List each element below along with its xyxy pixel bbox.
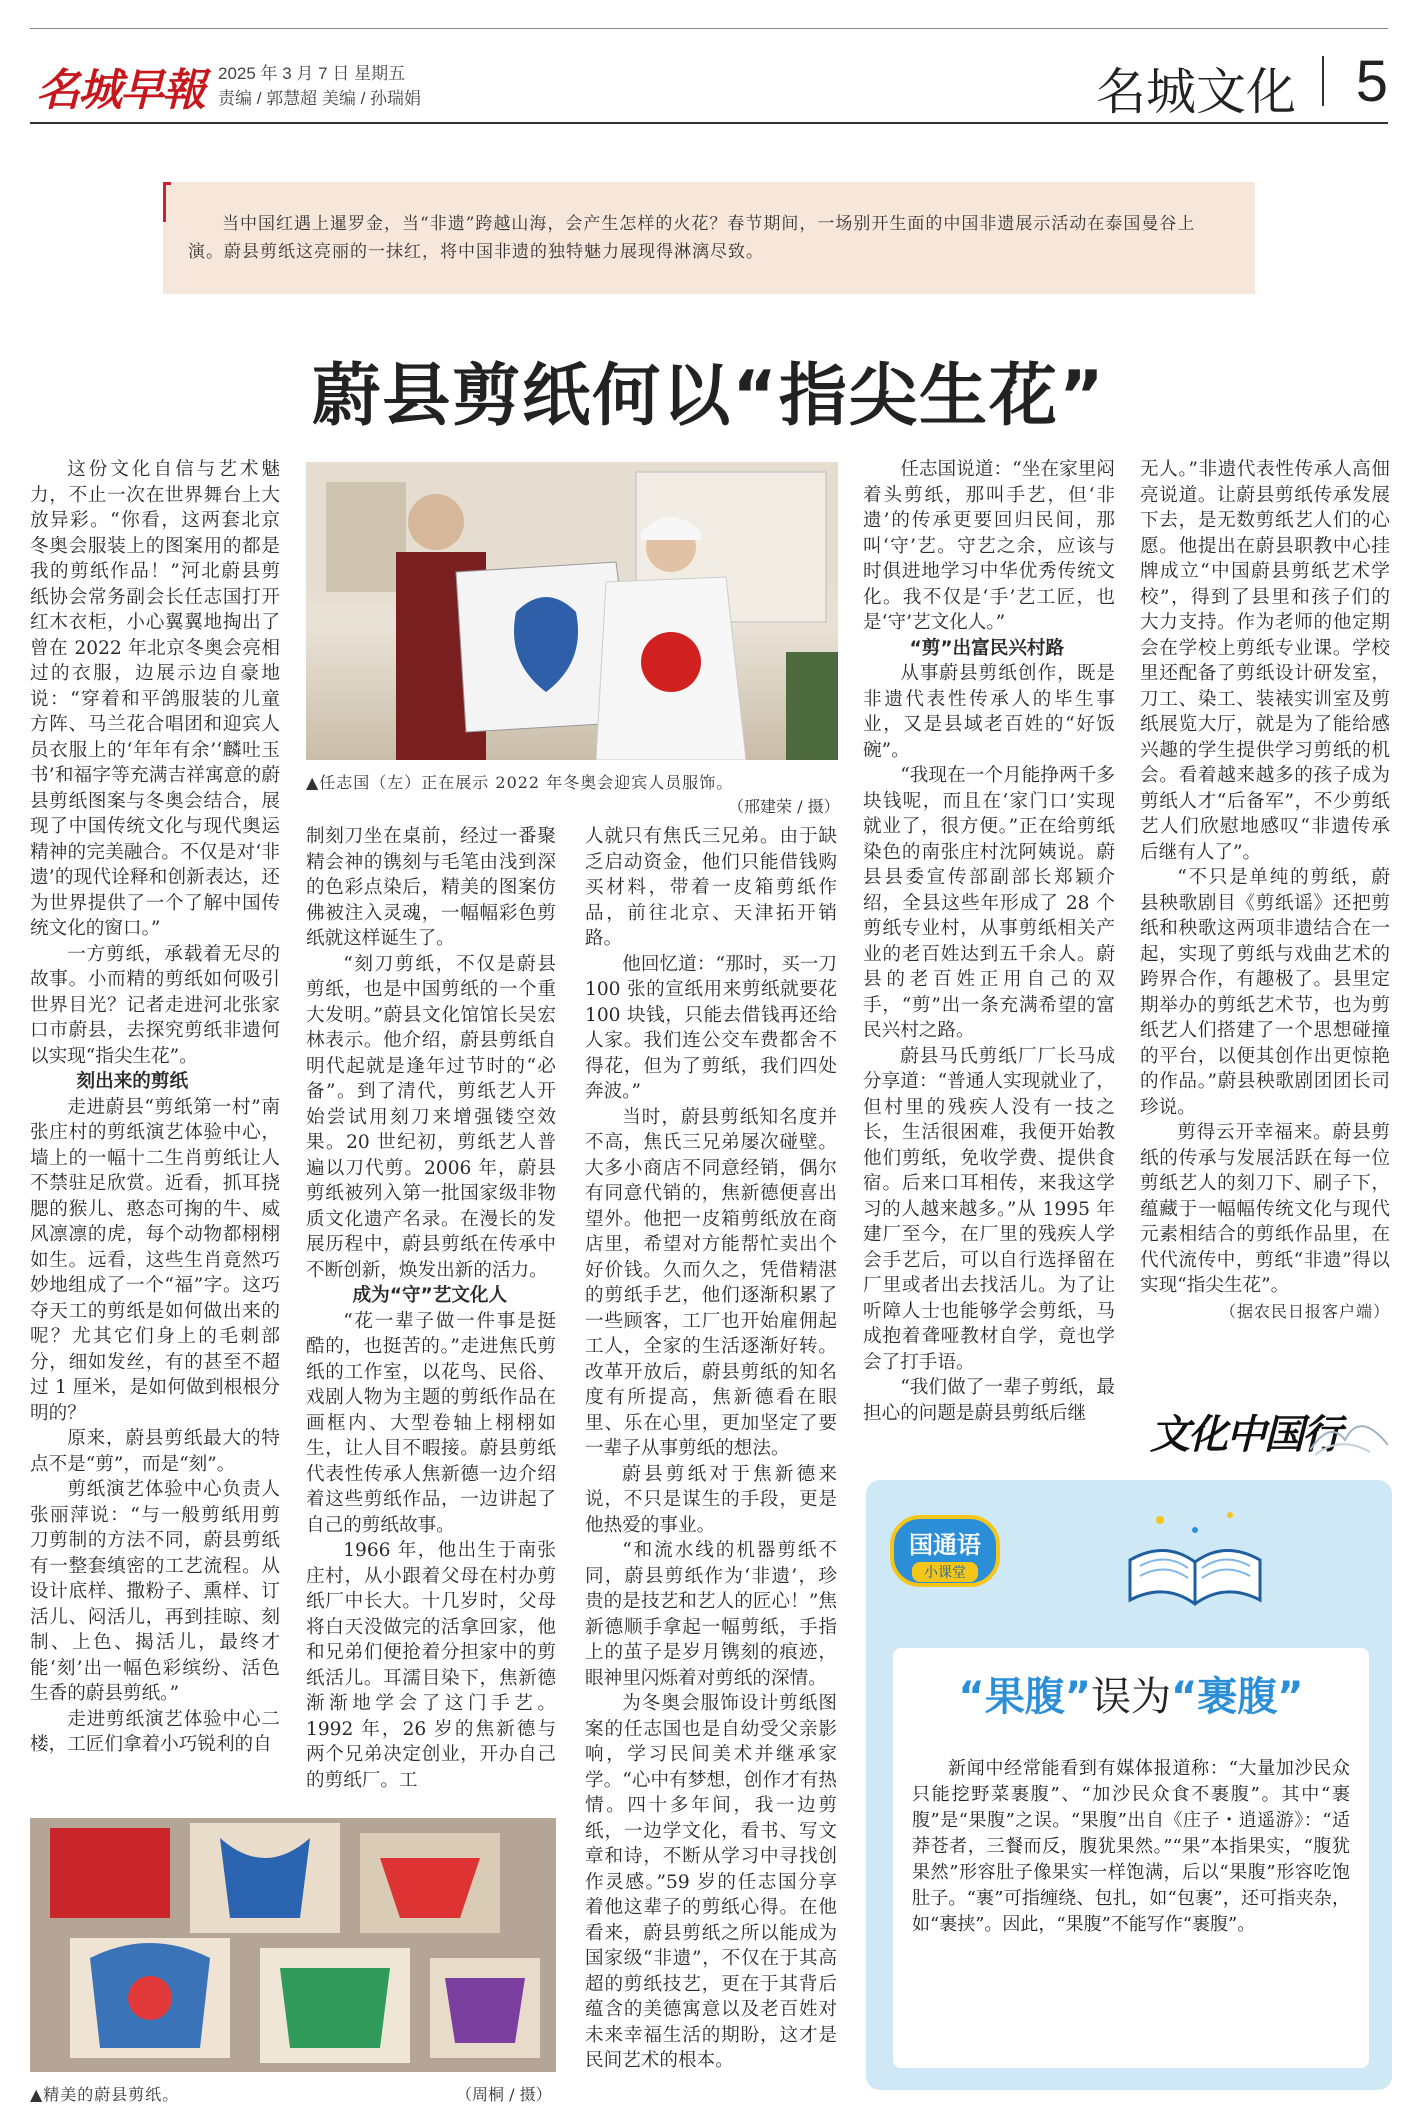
paragraph: 从事蔚县剪纸创作，既是非遗代表性传承人的毕生事业，又是县域老百姓的“好饭碗”。 <box>863 663 1115 761</box>
paragraph: 一方剪纸，承载着无尽的故事。小而精的剪纸如何吸引世界目光？记者走进河北张家口市蔚县，去探究剪纸非遗何以实现“指尖生花”。 <box>30 943 280 1067</box>
title-connector: 误为 <box>1091 1674 1171 1720</box>
language-class-badge <box>890 1515 1000 1587</box>
title-correct-term: “果腹” <box>958 1674 1091 1720</box>
paragraph: “花一辈子做一件事是挺酷的，也挺苦的。”走进焦氏剪纸的工作室，以花鸟、民俗、戏剧人物为主题的剪纸作品在画框内、大型卷轴上栩栩如生，让人目不暇接。蔚县剪纸代表性传承人焦新德一边介绍着这些剪纸作品，一边讲起了自己的剪纸故事。 <box>306 1310 556 1536</box>
paragraph: 他回忆道：“那时，买一刀 100 张的宣纸用来剪纸就要花 100 块钱，只能去借钱再还给人家。我们连公交车费都舍不得花，但为了剪纸，我们四处奔波。” <box>585 953 837 1102</box>
photo-bottom-credit: （周桐 / 摄） <box>456 2085 552 2104</box>
paragraph: 任志国说道：“坐在家里闷着头剪纸，那叫手艺，但‘非遗’的传承更要回归民间，那叫‘守’艺。守艺之余，应该与时俱进地学习中华优秀传统文化。我不仅是‘手’艺工匠，也是‘守’艺文化人。” <box>863 459 1115 633</box>
subheading: 成为“守”艺文化人 <box>352 1285 508 1306</box>
paragraph: 剪纸演艺体验中心负责人张丽萍说：“与一般剪纸用剪刀剪制的方法不同，蔚县剪纸有一整套缜密的工艺流程。从设计底样、撒粉子、熏样、订活儿、闷活儿，再到挂晾、刻制、上色、揭活儿，最终才能‘刻’出一幅色彩缤纷、活色生香的蔚县剪纸。” <box>30 1479 280 1704</box>
headline: 蔚县剪纸何以“指尖生花” <box>312 357 1106 436</box>
article-column-4 <box>863 457 1115 1426</box>
paragraph: 走进蔚县“剪纸第一村”南张庄村的剪纸演艺体验中心，墙上的一幅十二生肖剪纸让人不禁驻足欣赏。近看，抓耳挠腮的猴儿、憨态可掬的牛、威风凛凛的虎，每个动物都栩栩如生。远看，这些生肖竟然巧妙地组成了一个“福”字。这巧夺天工的剪纸是如何做出来的呢？尤其它们身上的毛刺部分，细如发丝，有的甚至不超过 1 厘米，是如何做到根根分明的？ <box>30 1096 280 1424</box>
mountain-decor-icon <box>1310 1400 1388 1460</box>
photo-top-credit: （邢建荣 / 摄） <box>728 797 840 816</box>
culture-china-tour-logo: 文化中国行 <box>1150 1411 1340 1458</box>
subheading: 刻出来的剪纸 <box>76 1071 189 1092</box>
paragraph: 走进剪纸演艺体验中心二楼，工匠们拿着小巧锐利的自 <box>30 1708 280 1755</box>
paragraph: “不只是单纯的剪纸，蔚县秧歌剧目《剪纸谣》还把剪纸和秧歌这两项非遗结合在一起，实现了剪纸与戏曲艺术的跨界合作，有趣极了。县里定期举办的剪纸艺术节，也为剪纸艺人们搭建了一个思想碰撞的平台，以便其创作出更惊艳的作品。”蔚县秧歌剧团团长司珍说。 <box>1140 867 1390 1118</box>
source-note: （据农民日报客户端） <box>1219 1301 1390 1321</box>
top-rule <box>30 28 1388 29</box>
article-column-2 <box>306 824 556 1793</box>
paragraph: “我们做了一辈子剪纸，最担心的问题是蔚县剪纸后继 <box>863 1377 1115 1424</box>
paragraph: 原来，蔚县剪纸最大的特点不是“剪”，而是“刻”。 <box>30 1428 280 1475</box>
intro-box <box>163 182 1255 294</box>
badge-subtitle: 小课堂 <box>912 1562 978 1582</box>
photo-top-caption: ▲任志国（左）正在展示 2022 年冬奥会迎宾人员服饰。 <box>306 773 734 792</box>
paragraph: “刻刀剪纸，不仅是蔚县剪纸，也是中国剪纸的一个重大发明。”蔚县文化馆馆长吴宏林表示。他介绍，蔚县剪纸自明代起就是逢年过节时的“必备”。到了清代，剪纸艺人开始尝试用刻刀来增强镂空效果。20 世纪初，剪纸艺人普遍以刀代剪。2006 年，蔚县剪纸被列入第一批国家级非物质文化遗产名录。在漫长的发展历程中，蔚县剪纸在传承中不断创新，焕发出新的活力。 <box>306 953 556 1281</box>
paragraph: “我现在一个月能挣两千多块钱呢，而且在‘家门口’实现就业了，很方便。”正在给剪纸染色的南张庄村沈阿姨说。蔚县县委宣传部副部长郑颖介绍，全县这些年形成了 28 个剪纸专业村，从事剪纸相关产业的老百姓达到五千余人。蔚县的老百姓正用自己的双手，“剪”出一条充满希望的富民兴村之路。 <box>863 765 1115 1041</box>
language-tips-title <box>893 1665 1369 1722</box>
paragraph: 剪得云开幸福来。蔚县剪纸的传承与发展活跃在每一位剪纸艺人的刻刀下、刷子下，蕴藏于一幅幅传统文化与现代元素相结合的剪纸作品里，在代代流传中，剪纸“非遗”得以实现“指尖生花”。 <box>1140 1122 1390 1296</box>
paragraph: 当时，蔚县剪纸知名度并不高，焦氏三兄弟屡次碰壁。大多小商店不同意经销，偶尔有同意代销的，焦新德便喜出望外。他把一皮箱剪纸放在商店里，希望对方能帮忙卖出个好价钱。久而久之，凭借精湛的剪纸手艺，他们逐渐积累了一些顾客，工厂也开始雇佣起工人，全家的生活逐渐好转。改革开放后，蔚县剪纸的知名度有所提高，焦新德看在眼里、乐在心里，更加坚定了要一辈子从事剪纸的想法。 <box>585 1106 837 1459</box>
article-column-3 <box>585 824 837 2074</box>
badge-title: 国通语 <box>909 1531 981 1559</box>
paper-cut-artworks-illustration <box>30 1818 556 2072</box>
masthead-rule <box>30 122 1388 124</box>
paragraph: 制刻刀坐在桌前，经过一番聚精会神的镌刻与毛笔由浅到深的色彩点染后，精美的图案仿佛被注入灵魂，一幅幅彩色剪纸就这样诞生了。 <box>306 826 556 949</box>
paragraph: 1966 年，他出生于南张庄村，从小跟着父母在村办剪纸厂中长大。十几岁时，父母将白天没做完的活拿回家，他和兄弟们便抢着分担家中的剪纸活儿。耳濡目染下，焦新德渐渐地学会了这门手艺。1992 年，26 岁的焦新德与两个兄弟决定创业，开办自己的剪纸厂。工 <box>306 1540 556 1791</box>
issue-date: 2025 年 3 月 7 日 星期五 <box>218 64 406 83</box>
intro-text: 当中国红遇上暹罗金，当“非遗”跨越山海，会产生怎样的火花？春节期间，一场别开生面的中国非遗展示活动在泰国曼谷上演。蔚县剪纸这亮丽的一抹红，将中国非遗的独特魅力展现得淋漓尽致。 <box>188 214 1196 262</box>
intro-bracket-decor <box>163 182 171 222</box>
photo-ren-zhiguo <box>306 462 838 760</box>
section-divider <box>1322 56 1324 106</box>
photo-bottom-caption: ▲精美的蔚县剪纸。 <box>30 2085 180 2104</box>
editor-credits: 责编 / 郭慧超 美编 / 孙瑞娟 <box>218 89 422 108</box>
paragraph: 蔚县马氏剪纸厂厂长马成分享道：“普通人实现就业了，但村里的残疾人没有一技之长，生活很困难，我便开始教他们剪纸，免收学费、提供食宿。后来口耳相传，来我这学习的人越来越多。”从 1995 年建厂至今，在厂里的残疾人学会手艺后，可以自行选择留在厂里或者出去找活儿。为了让听障人士也能够学会剪纸，马成抱着聋哑教材自学，竟也学会了打手语。 <box>863 1045 1115 1373</box>
section-title: 名城文化 <box>1096 64 1296 120</box>
paragraph: 这份文化自信与艺术魅力，不止一次在世界舞台上大放异彩。“你看，这两套北京冬奥会服装上的图案用的都是我的剪纸作品！”河北蔚县剪纸协会常务副会长任志国打开红木衣柜，小心翼翼地掏出了曾在 2022 年北京冬奥会亮相过的衣服，边展示边自豪地说：“穿着和平鸽服装的儿童方阵、马兰花合唱团和迎宾人员衣服上的‘年年有余’‘麟吐玉书’和福字等充满吉祥寓意的蔚县剪纸图案与冬奥会结合，展现了中国传统文化与现代奥运精神的完美融合。不仅是对‘非遗’的现代诠释和创新表达，还为世界提供了一个了解中国传统文化的窗口。” <box>30 459 280 939</box>
page-number: 5 <box>1355 49 1388 114</box>
paragraph: “和流水线的机器剪纸不同，蔚县剪纸作为‘非遗’，珍贵的是技艺和艺人的匠心！”焦新德顺手拿起一幅剪纸，手指上的茧子是岁月镌刻的痕迹，眼神里闪烁着对剪纸的深情。 <box>585 1540 837 1689</box>
paragraph: 人就只有焦氏三兄弟。由于缺乏启动资金，他们只能借钱购买材料，带着一皮箱剪纸作品，前往北京、天津拓开销路。 <box>585 826 837 949</box>
subheading: “剪”出富民兴村路 <box>909 637 1065 659</box>
paragraph: 无人。”非遗代表性传承人高佃亮说道。让蔚县剪纸传承发展下去，是无数剪纸艺人们的心愿。他提出在蔚县职教中心挂牌成立“中国蔚县剪纸艺术学校”，得到了县里和孩子们的大力支持。作为老师的他定期会在学校上剪纸专业课。学校里还配备了剪纸设计研发室，刀工、染工、装裱实训室及剪纸展览大厅，就是为了能给感兴趣的学生提供学习剪纸的机会。看着越来越多的孩子成为剪纸人才“后备军”，不少剪纸艺人们欣慰地感叹“非遗传承后继有人了”。 <box>1140 459 1390 863</box>
title-wrong-term: “裹腹” <box>1171 1674 1304 1720</box>
article-column-1 <box>30 457 280 1758</box>
article-column-5 <box>1140 457 1390 1324</box>
paragraph: 蔚县剪纸对于焦新德来说，不只是谋生的手段，更是他热爱的事业。 <box>585 1463 837 1536</box>
photo-illustration <box>306 462 838 760</box>
language-tips-text: 新闻中经常能看到有媒体报道称：“大量加沙民众只能挖野菜裹腹”、“加沙民众食不裹腹”。其中“裹腹”是“果腹”之误。“果腹”出自《庄子・逍遥游》：“适莽苍者，三餐而反，腹犹果然。”“果”本指果实，“腹犹果然”形容肚子像果实一样饱满，后以“果腹”形容吃饱肚子。“裹”可指缠绕、包扎，如“包裹”，还可指夹杂，如“裹挟”。因此，“果腹”不能写作“裹腹”。 <box>912 1758 1350 1935</box>
photo-paper-cuts <box>30 1818 556 2072</box>
newspaper-logo: 名城早報 <box>36 65 204 116</box>
paragraph: 为冬奥会服饰设计剪纸图案的任志国也是自幼受父亲影响，学习民间美术并继承家学。“心中有梦想，创作才有热情。四十多年间，我一边剪纸，一边学文化，看书、写文章和诗，不断从学习中寻找创作灵感。”59 岁的任志国分享着他这辈子的剪纸心得。在他看来，蔚县剪纸之所以能成为国家级“非遗”，不仅在于其高超的剪纸技艺，更在于其背后蕴含的美德寓意以及老百姓对未来幸福生活的期盼，这才是民间艺术的根本。 <box>585 1693 837 2071</box>
open-book-icon <box>1120 1500 1270 1620</box>
